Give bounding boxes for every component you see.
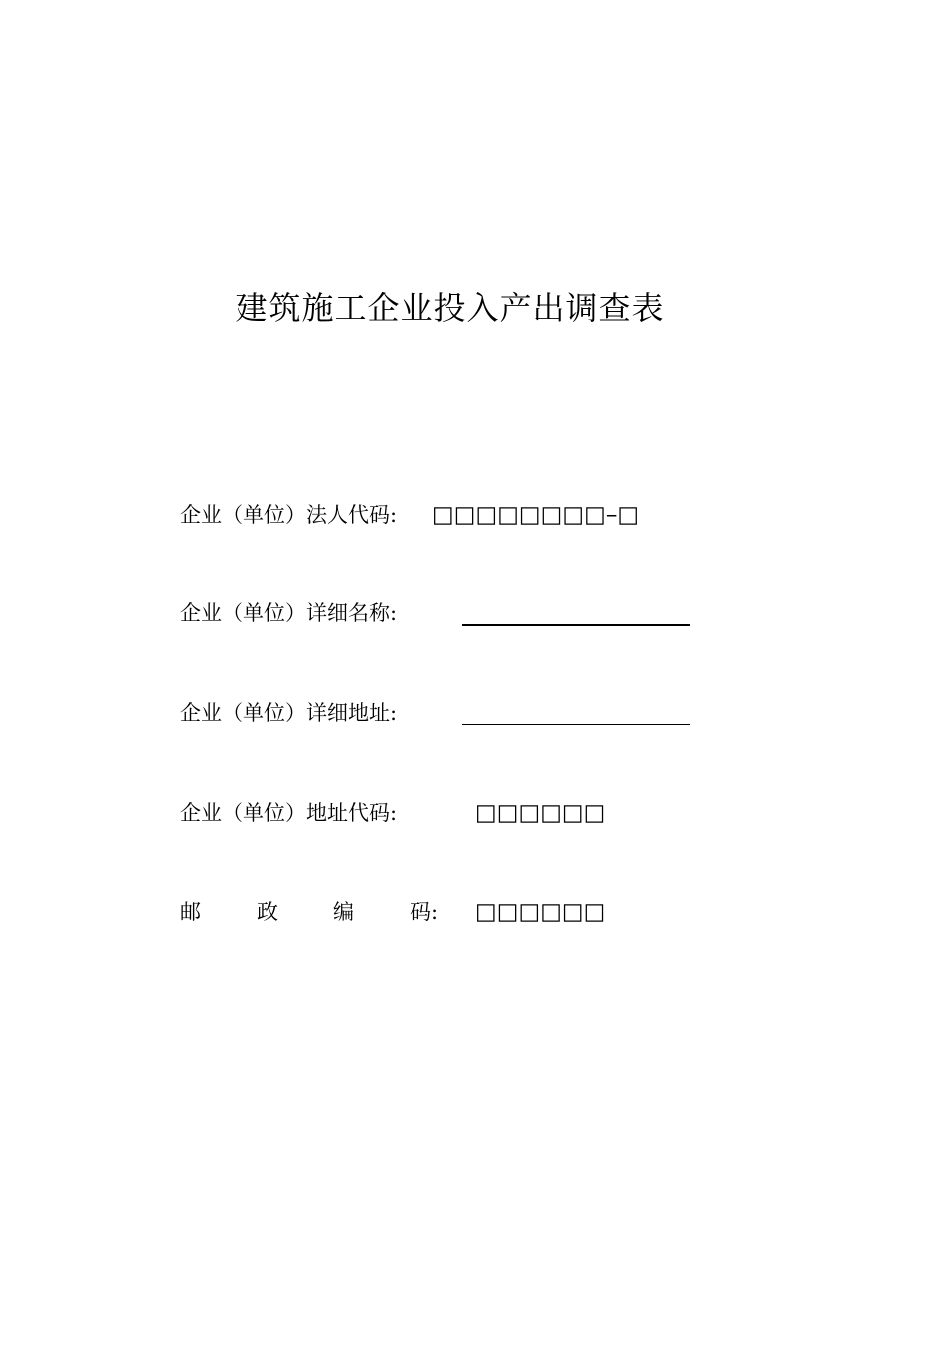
document-title: 建筑施工企业投入产出调查表 xyxy=(235,289,665,327)
postal-char-2: 政 xyxy=(257,900,278,924)
detailed-name-line[interactable] xyxy=(462,624,690,626)
postal-char-1: 邮 xyxy=(180,900,201,924)
address-code-label: 企业（单位）地址代码: xyxy=(180,801,398,825)
detailed-address-label: 企业（单位）详细地址: xyxy=(180,701,398,725)
postal-char-4: 码: xyxy=(410,900,439,924)
address-code-boxes[interactable]: □□□□□□ xyxy=(475,800,606,826)
detailed-name-row xyxy=(180,598,700,628)
detailed-address-row xyxy=(180,698,700,728)
legal-code-boxes[interactable]: □□□□□□□□–□ xyxy=(432,502,640,528)
postal-char-3: 编 xyxy=(333,900,354,924)
detailed-name-label: 企业（单位）详细名称: xyxy=(180,601,398,625)
legal-code-label: 企业（单位）法人代码: xyxy=(180,503,398,527)
detailed-address-line[interactable] xyxy=(462,724,690,725)
postal-code-boxes[interactable]: □□□□□□ xyxy=(475,899,606,925)
